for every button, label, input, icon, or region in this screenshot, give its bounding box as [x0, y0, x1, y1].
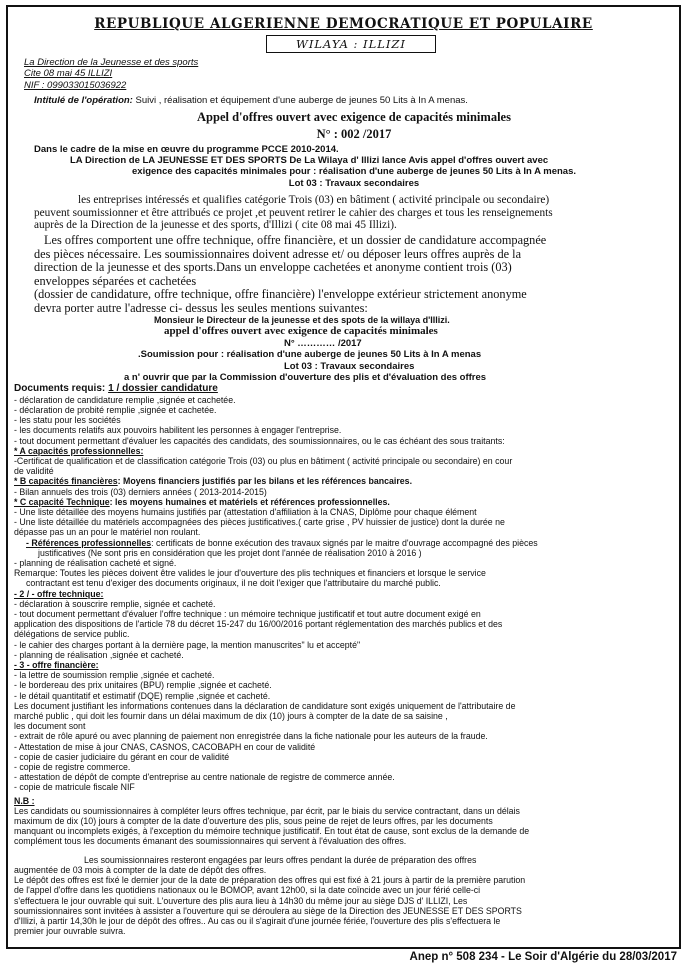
mention-line: N° ………… /2017 [284, 337, 362, 349]
list-item: justificatives (Ne sont pris en considération que les projet dont l'année de réalisation 2010 à 2016 ) [38, 547, 422, 558]
tender-number: N° : 002 /2017 [316, 126, 392, 141]
org-line: La Direction de la Jeunesse et des sports [24, 57, 199, 68]
notice-frame [6, 5, 681, 949]
references-label: - Références professionnelles [26, 537, 152, 548]
justif-line: les document sont [14, 721, 86, 732]
nb-line: Les candidats ou soumissionnaires à compléter leurs offres technique, par écrit, par le biais du service contractant, dans un délais [14, 805, 520, 816]
list-item: - déclaration à souscrire remplie, signée et cacheté. [14, 598, 216, 609]
list-item: - Bilan annuels des trois (03) derniers années ( 2013-2014-2015) [14, 486, 267, 497]
intro-line: LA Direction de LA JEUNESSE ET DES SPORTS De La Wilaya d' Illizi lance Avis appel d'offres ouvert avec [70, 155, 549, 167]
notice-body [14, 57, 674, 937]
list-item: - le bordereau des prix unitaires (BPU) remplie ,signée et cacheté. [14, 680, 272, 691]
depot-line: de l'appel d'offre dans les quotidiens nationaux ou le BOMOP, avant 12h00, si la date coïncide avec un jour férié celle-ci [14, 885, 481, 896]
nb-line: complément tous les documents émanant des soumissionnaires qui servent à l'évaluation des offres. [14, 836, 407, 847]
operation-label: Intitulé de l'opération: [34, 95, 133, 107]
eligibility-paragraph [34, 194, 674, 231]
dossier-heading: 1 / dossier candidature [108, 383, 218, 395]
mention-line: a n' ouvrir que par la Commission d'ouverture des plis et d'évaluation des offres [124, 371, 487, 383]
para-line: direction de la jeunesse et des sports.Dans un enveloppe cachetées et anonyme contient trois (03) [34, 260, 512, 275]
list-item: - extrait de rôle apuré ou avec planning de paiement non enregistrée dans la fiche nationale pour les auteurs de la fraude. [14, 731, 488, 742]
list-item: - tout document permettant d'évaluer les capacités des candidats, des soumissionnaires, ou le cas échéant des sous traitants: [14, 435, 505, 446]
lot-title: Lot 03 : Travaux secondaires [288, 177, 420, 189]
depot-line: Le dépôt des offres est fixé le dernier jour de la date de préparation des offres qui est fixé à 21 jours à partir de la première parution [14, 875, 526, 886]
offers-paragraph [34, 234, 674, 314]
list-item: dépasse pas un an pour le matériel non roulant. [14, 527, 201, 538]
intro-line: Dans le cadre de la mise en œuvre du programme PCCE 2010-2014. [34, 143, 339, 155]
nb-line: manquant ou incomplets exigés, à l'exception du mémoire technique justificatif. En tout état de cause, sont exclus de la demande de [14, 826, 530, 837]
org-line: Cite 08 mai 45 ILLIZI [24, 68, 113, 80]
documents-heading [14, 383, 674, 394]
wilaya-box: WILAYA : ILLIZI [266, 35, 436, 53]
mention-line: Lot 03 : Travaux secondaires [284, 360, 415, 372]
engage-line: Les soumissionnaires resteront engagées par leurs offres pendant la durée de préparation des offres [84, 854, 477, 865]
list-item: - le détail quantitatif et estimatif (DQE) remplie ,signée et cacheté. [14, 690, 271, 701]
depot-line: s'effectuera le jour ouvrable qui suit. L'ouverture des plis aura lieu à 14h30 du même jour au siège DJS d' ILLIZI, Les [14, 895, 468, 906]
list-item: - attestation de dépôt de compte d'entreprise au centre nationale de registre de commerce année. [14, 772, 395, 783]
para-line: enveloppes séparées et cachetées [34, 273, 197, 288]
list-item: -Certificat de qualification et de classification catégorie Trois (03) ou plus en bâtiment ( activité principale ou secondaire) en cour [14, 455, 513, 466]
list-item: délégations de service public. [14, 629, 130, 640]
capacity-fin-heading [14, 476, 674, 486]
depot-line: premier jour ouvrable suivra. [14, 926, 126, 937]
justif-line: Les document justifiant les informations contenues dans la déclaration de candidature sont exigés uniquement de l'attributaire de [14, 700, 516, 711]
list-item: - Attestation de mise à jour CNAS, CASNOS, CACOBAPH en cour de validité [14, 741, 316, 752]
offre-financiere-heading: - 3 - offre financière: [14, 660, 99, 671]
para-line: des pièces nécessaire. Les soumissionnaires doivent adresse et/ ou déposer leurs offres auprès de la [34, 246, 522, 261]
references-text: : certificats de bonne exécution des travaux signés par le maitre d'ouvrage accompagné des pièces [151, 537, 538, 548]
nb-line: maximum de dix (10) jours à compter de la date d'ouverture des plis, sous peine de rejet de leurs offres, par les documents [14, 816, 493, 827]
capacity-tech-heading [14, 497, 674, 507]
list-item: - planning de réalisation cacheté et signé. [14, 558, 177, 568]
nb-heading: N.B : [14, 795, 35, 806]
remark-line: Remarque: Toutes les pièces doivent être valides le jour d'ouverture des plis techniques et financiers et lorsque le service [14, 568, 486, 579]
intro-block [34, 144, 674, 190]
para-line: les entreprises intéressés et qualifies catégorie Trois (03) en bâtiment ( activité principale ou secondaire) [78, 194, 550, 207]
list-item: - copie de registre commerce. [14, 762, 131, 773]
depot-line: d'Illizi, à partir 14,30h le jour de dépôt des offres.. Au cas ou il s'agirait d'une journée fériée, l'ouverture des plis s'effectuera le [14, 915, 501, 926]
republic-header: REPUBLIQUE ALGERIENNE DEMOCRATIQUE ET POPULAIRE [94, 16, 593, 32]
mention-line: Monsieur le Directeur de la jeunesse et des spots de la willaya d'Illizi. [154, 314, 450, 325]
list-item: de validité [14, 466, 54, 477]
list-item: - déclaration de probité remplie ,signée et cachetée. [14, 404, 217, 415]
org-line: NIF : 099033015036922 [24, 79, 127, 91]
capacity-fin-label: * B capacités financières [14, 476, 118, 487]
para-line: peuvent soumissionner et être attribués ce projet ,et peuvent retirer le cahier des charges et tous les renseignements [34, 206, 553, 219]
capacity-fin-text: : Moyens financiers justifiés par les bilans et les références bancaires. [117, 476, 413, 487]
publication-footer: Anep n° 508 234 - Le Soir d'Algérie du 28/03/2017 [409, 951, 677, 963]
list-item: - déclaration de candidature remplie ,signée et cachetée. [14, 394, 236, 405]
mention-line: appel d'offres ouvert avec exigence de capacités minimales [164, 325, 438, 338]
org-block [24, 57, 674, 91]
list-item: - la lettre de soumission remplie ,signée et cacheté. [14, 670, 215, 681]
offre-technique-heading: - 2 / - offre technique: [14, 588, 104, 599]
list-item: - copie de matricule fiscale NIF [14, 782, 135, 793]
list-item: - le cahier des charges portant à la dernière page, la mention manuscrites" lu et accepté" [14, 639, 361, 650]
operation-title [34, 95, 674, 106]
mention-line: .Soumission pour : réalisation d'une auberge de jeunes 50 Lits à In A menas [138, 349, 482, 361]
list-item: - copie de casier judiciaire du gérant en cour de validité [14, 751, 230, 762]
list-item: application des dispositions de l'article 78 du décret 15-247 du 16/00/2016 portant réglementation des marchés publics et des [14, 619, 503, 630]
capacity-tech-label: * C capacité Technique [14, 496, 110, 507]
capacity-tech-text: : les moyens humaines et matériels et références professionnelles. [109, 496, 390, 507]
references-line [14, 538, 674, 548]
intro-line: exigence des capacités minimales pour : réalisation d'une auberge de jeunes 50 Lits à In A menas. [132, 166, 576, 178]
dossier-list [14, 395, 674, 937]
para-line: Les offres comportent une offre technique, offre financière, et un dossier de candidature accompagnée [44, 233, 547, 248]
para-line: auprès de la Direction de la jeunesse et des sports, d'Illizi ( cite 08 mai 45 Illizi). [34, 219, 397, 232]
tender-title: Appel d'offres ouvert avec exigence de capacités minimales [197, 109, 511, 124]
list-item: - les documents relatifs aux pouvoirs habilitent les personnes à engager l'entreprise. [14, 425, 342, 436]
depot-line: soumissionnaires sont invitées à assister a l'ouverture qui se déroulera au siège de la Direction des JEUNESSE ET DES SPORTS [14, 905, 522, 916]
para-line: devra porter autre l'adresse ci- dessus les seules mentions suivantes: [34, 300, 368, 315]
justif-line: marché public , qui doit les fournir dans un délai maximum de dix (10) jours à compter de la date de sa saisine , [14, 711, 448, 722]
remark-line: contractant est tenu d'exiger des documents originaux, il ne doit l'exiger que l'attributaire du marché public. [26, 578, 441, 589]
documents-label: Documents requis: [14, 383, 109, 395]
list-item: - les statu pour les sociétés [14, 415, 121, 426]
list-item: - Une liste détaillée des moyens humains justifiés par (attestation d'affiliation à la CNAS, Diplôme pour chaque élément [14, 506, 477, 517]
list-item: - Une liste détaillée du matériels accompagnées des pièces justificatives.( carte grise , PV huissier de justice) dont la durée ne [14, 517, 505, 528]
list-item: - planning de réalisation ,signée et cacheté. [14, 649, 184, 660]
list-item: - tout document permettant d'évaluer l'offre technique : un mémoire technique justificatif et tout autre document exigé en [14, 609, 481, 620]
para-line: (dossier de candidature, offre technique, offre financière) l'enveloppe extérieur strictement anonyme [34, 287, 527, 302]
engage-line: augmentée de 03 mois à compter de la date de dépôt des offres. [14, 864, 267, 875]
operation-text: Suivi , réalisation et équipement d'une auberge de jeunes 50 Lits à In A menas. [132, 95, 468, 107]
capacity-pro-heading: * A capacités professionnelles: [14, 445, 144, 456]
envelope-mentions [34, 315, 674, 383]
